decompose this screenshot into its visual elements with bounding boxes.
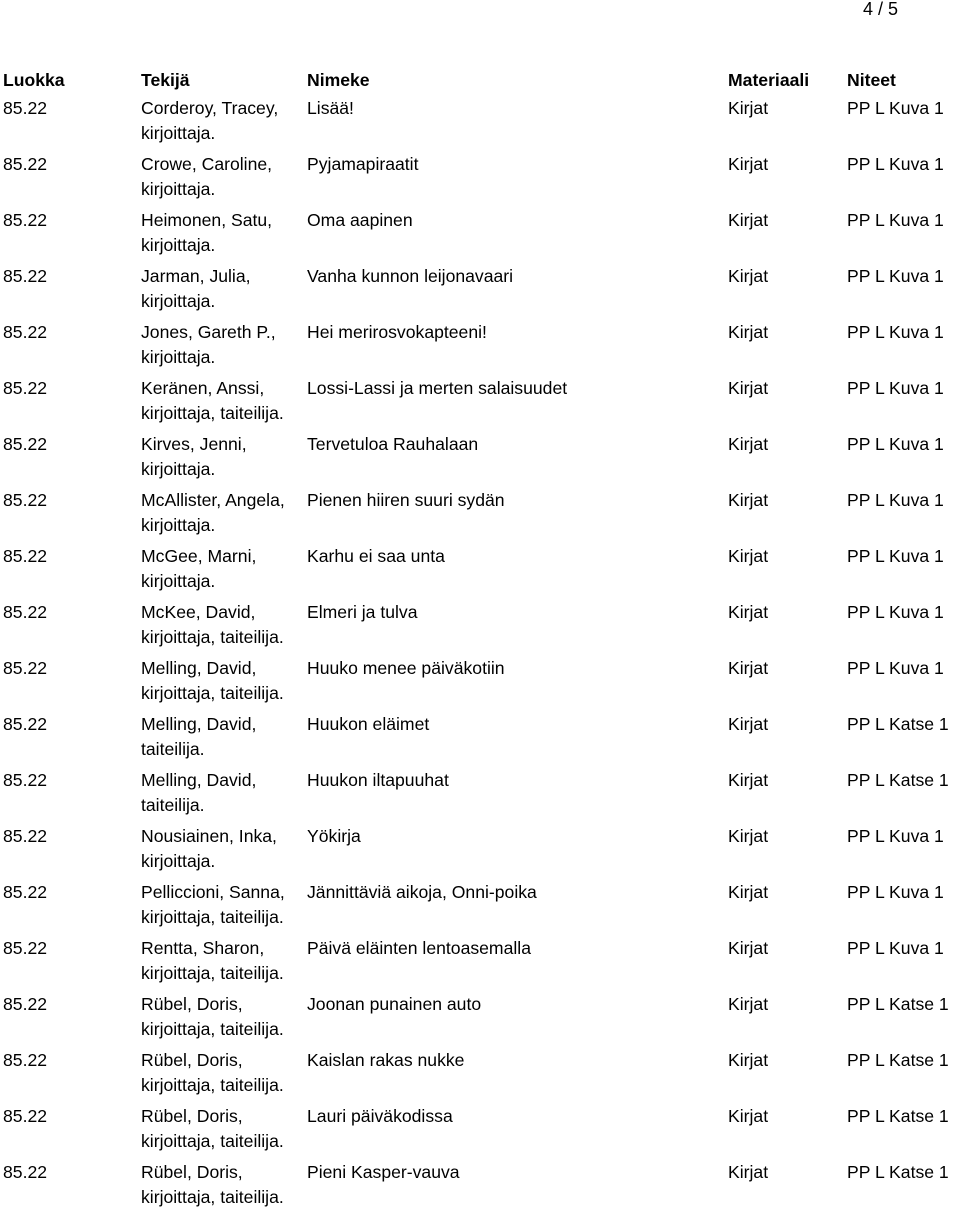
header-materiaali: Materiaali xyxy=(728,70,810,90)
cell-tekija: Crowe, Caroline, xyxy=(141,154,273,174)
cell-tekija: McKee, David, xyxy=(141,602,256,622)
cell-luokka: 85.22 xyxy=(3,770,48,790)
cell-rooli: kirjoittaja. xyxy=(141,235,216,255)
cell-luokka: 85.22 xyxy=(3,658,48,678)
table-row xyxy=(0,436,960,492)
cell-materiaali: Kirjat xyxy=(728,1050,769,1070)
cell-rooli: kirjoittaja. xyxy=(141,291,216,311)
cell-luokka: 85.22 xyxy=(3,1162,48,1182)
cell-rooli: kirjoittaja, taiteilija. xyxy=(141,907,284,927)
cell-luokka: 85.22 xyxy=(3,602,48,622)
cell-tekija: Nousiainen, Inka, xyxy=(141,826,277,846)
cell-rooli: kirjoittaja, taiteilija. xyxy=(141,1075,284,1095)
cell-materiaali: Kirjat xyxy=(728,938,769,958)
page-number: 4 / 5 xyxy=(862,0,898,19)
cell-tekija: Melling, David, xyxy=(141,770,257,790)
header-nimeke: Nimeke xyxy=(307,70,370,90)
cell-nimeke: Hei merirosvokapteeni! xyxy=(307,322,487,342)
cell-rooli: kirjoittaja. xyxy=(141,851,216,871)
cell-nimeke: Joonan punainen auto xyxy=(307,994,482,1014)
table-row xyxy=(0,884,960,940)
table-header xyxy=(0,72,960,94)
cell-rooli: kirjoittaja, taiteilija. xyxy=(141,403,284,423)
table-row xyxy=(0,940,960,996)
table-row xyxy=(0,548,960,604)
cell-nimeke: Päivä eläinten lentoasemalla xyxy=(307,938,531,958)
cell-niteet: PP L Kuva 1 xyxy=(847,938,944,958)
cell-materiaali: Kirjat xyxy=(728,322,769,342)
cell-materiaali: Kirjat xyxy=(728,546,769,566)
table-row xyxy=(0,996,960,1052)
table-row xyxy=(0,1108,960,1164)
cell-materiaali: Kirjat xyxy=(728,658,769,678)
table-row xyxy=(0,156,960,212)
cell-rooli: kirjoittaja. xyxy=(141,123,216,143)
table-row xyxy=(0,1164,960,1220)
cell-tekija: McGee, Marni, xyxy=(141,546,257,566)
cell-rooli: kirjoittaja, taiteilija. xyxy=(141,683,284,703)
cell-niteet: PP L Katse 1 xyxy=(847,1162,949,1182)
cell-niteet: PP L Katse 1 xyxy=(847,994,949,1014)
cell-nimeke: Tervetuloa Rauhalaan xyxy=(307,434,479,454)
table-row xyxy=(0,492,960,548)
cell-nimeke: Kaislan rakas nukke xyxy=(307,1050,465,1070)
cell-niteet: PP L Kuva 1 xyxy=(847,882,944,902)
table-row xyxy=(0,716,960,772)
table-row xyxy=(0,268,960,324)
cell-nimeke: Karhu ei saa unta xyxy=(307,546,445,566)
cell-niteet: PP L Katse 1 xyxy=(847,770,949,790)
cell-tekija: Pelliccioni, Sanna, xyxy=(141,882,285,902)
cell-nimeke: Lisää! xyxy=(307,98,354,118)
cell-nimeke: Yökirja xyxy=(307,826,361,846)
cell-luokka: 85.22 xyxy=(3,266,48,286)
cell-nimeke: Pyjamapiraatit xyxy=(307,154,419,174)
cell-rooli: kirjoittaja. xyxy=(141,515,216,535)
cell-niteet: PP L Kuva 1 xyxy=(847,154,944,174)
cell-rooli: kirjoittaja. xyxy=(141,571,216,591)
cell-niteet: PP L Kuva 1 xyxy=(847,602,944,622)
cell-materiaali: Kirjat xyxy=(728,98,769,118)
cell-rooli: taiteilija. xyxy=(141,739,205,759)
cell-luokka: 85.22 xyxy=(3,322,48,342)
cell-nimeke: Lossi-Lassi ja merten salaisuudet xyxy=(307,378,568,398)
cell-rooli: kirjoittaja, taiteilija. xyxy=(141,1187,284,1207)
cell-luokka: 85.22 xyxy=(3,1050,48,1070)
cell-rooli: taiteilija. xyxy=(141,795,205,815)
cell-luokka: 85.22 xyxy=(3,994,48,1014)
cell-rooli: kirjoittaja. xyxy=(141,459,216,479)
cell-rooli: kirjoittaja. xyxy=(141,179,216,199)
table-row xyxy=(0,100,960,156)
cell-materiaali: Kirjat xyxy=(728,490,769,510)
cell-luokka: 85.22 xyxy=(3,210,48,230)
table-row xyxy=(0,604,960,660)
cell-materiaali: Kirjat xyxy=(728,1106,769,1126)
cell-tekija: Heimonen, Satu, xyxy=(141,210,273,230)
cell-niteet: PP L Kuva 1 xyxy=(847,546,944,566)
cell-materiaali: Kirjat xyxy=(728,770,769,790)
cell-nimeke: Huukon iltapuuhat xyxy=(307,770,449,790)
cell-luokka: 85.22 xyxy=(3,714,48,734)
cell-niteet: PP L Kuva 1 xyxy=(847,98,944,118)
cell-niteet: PP L Kuva 1 xyxy=(847,490,944,510)
cell-nimeke: Huukon eläimet xyxy=(307,714,430,734)
cell-rooli: kirjoittaja, taiteilija. xyxy=(141,963,284,983)
cell-rooli: kirjoittaja, taiteilija. xyxy=(141,627,284,647)
cell-tekija: Jones, Gareth P., xyxy=(141,322,276,342)
cell-niteet: PP L Kuva 1 xyxy=(847,210,944,230)
cell-materiaali: Kirjat xyxy=(728,882,769,902)
header-tekija: Tekijä xyxy=(141,70,190,90)
cell-materiaali: Kirjat xyxy=(728,714,769,734)
cell-luokka: 85.22 xyxy=(3,826,48,846)
cell-rooli: kirjoittaja, taiteilija. xyxy=(141,1131,284,1151)
cell-tekija: McAllister, Angela, xyxy=(141,490,285,510)
cell-materiaali: Kirjat xyxy=(728,602,769,622)
cell-tekija: Melling, David, xyxy=(141,658,257,678)
cell-luokka: 85.22 xyxy=(3,546,48,566)
cell-niteet: PP L Katse 1 xyxy=(847,1106,949,1126)
table-row xyxy=(0,1052,960,1108)
header-niteet: Niteet xyxy=(847,70,896,90)
cell-luokka: 85.22 xyxy=(3,938,48,958)
cell-materiaali: Kirjat xyxy=(728,266,769,286)
cell-luokka: 85.22 xyxy=(3,434,48,454)
cell-luokka: 85.22 xyxy=(3,378,48,398)
cell-materiaali: Kirjat xyxy=(728,378,769,398)
cell-luokka: 85.22 xyxy=(3,98,48,118)
cell-tekija: Rübel, Doris, xyxy=(141,1050,243,1070)
cell-luokka: 85.22 xyxy=(3,882,48,902)
cell-rooli: kirjoittaja. xyxy=(141,347,216,367)
table-row xyxy=(0,324,960,380)
cell-nimeke: Pienen hiiren suuri sydän xyxy=(307,490,505,510)
cell-tekija: Rübel, Doris, xyxy=(141,1106,243,1126)
cell-materiaali: Kirjat xyxy=(728,154,769,174)
cell-rooli: kirjoittaja, taiteilija. xyxy=(141,1019,284,1039)
table-row xyxy=(0,380,960,436)
cell-materiaali: Kirjat xyxy=(728,826,769,846)
cell-materiaali: Kirjat xyxy=(728,434,769,454)
cell-materiaali: Kirjat xyxy=(728,1162,769,1182)
cell-luokka: 85.22 xyxy=(3,154,48,174)
cell-nimeke: Huuko menee päiväkotiin xyxy=(307,658,505,678)
cell-niteet: PP L Kuva 1 xyxy=(847,378,944,398)
cell-tekija: Keränen, Anssi, xyxy=(141,378,265,398)
table-row xyxy=(0,828,960,884)
cell-tekija: Corderoy, Tracey, xyxy=(141,98,279,118)
cell-niteet: PP L Kuva 1 xyxy=(847,322,944,342)
cell-tekija: Jarman, Julia, xyxy=(141,266,251,286)
cell-niteet: PP L Kuva 1 xyxy=(847,658,944,678)
cell-tekija: Melling, David, xyxy=(141,714,257,734)
cell-tekija: Rentta, Sharon, xyxy=(141,938,265,958)
header-luokka: Luokka xyxy=(3,70,65,90)
cell-materiaali: Kirjat xyxy=(728,210,769,230)
cell-niteet: PP L Kuva 1 xyxy=(847,434,944,454)
cell-materiaali: Kirjat xyxy=(728,994,769,1014)
cell-tekija: Rübel, Doris, xyxy=(141,1162,243,1182)
cell-nimeke: Vanha kunnon leijonavaari xyxy=(307,266,514,286)
table-row xyxy=(0,660,960,716)
cell-niteet: PP L Katse 1 xyxy=(847,714,949,734)
cell-luokka: 85.22 xyxy=(3,490,48,510)
cell-tekija: Kirves, Jenni, xyxy=(141,434,247,454)
table-row xyxy=(0,212,960,268)
cell-niteet: PP L Katse 1 xyxy=(847,1050,949,1070)
cell-nimeke: Pieni Kasper-vauva xyxy=(307,1162,460,1182)
cell-luokka: 85.22 xyxy=(3,1106,48,1126)
cell-nimeke: Oma aapinen xyxy=(307,210,413,230)
cell-nimeke: Lauri päiväkodissa xyxy=(307,1106,453,1126)
cell-tekija: Rübel, Doris, xyxy=(141,994,243,1014)
cell-nimeke: Elmeri ja tulva xyxy=(307,602,418,622)
cell-nimeke: Jännittäviä aikoja, Onni-poika xyxy=(307,882,537,902)
table-row xyxy=(0,772,960,828)
cell-niteet: PP L Kuva 1 xyxy=(847,826,944,846)
cell-niteet: PP L Kuva 1 xyxy=(847,266,944,286)
